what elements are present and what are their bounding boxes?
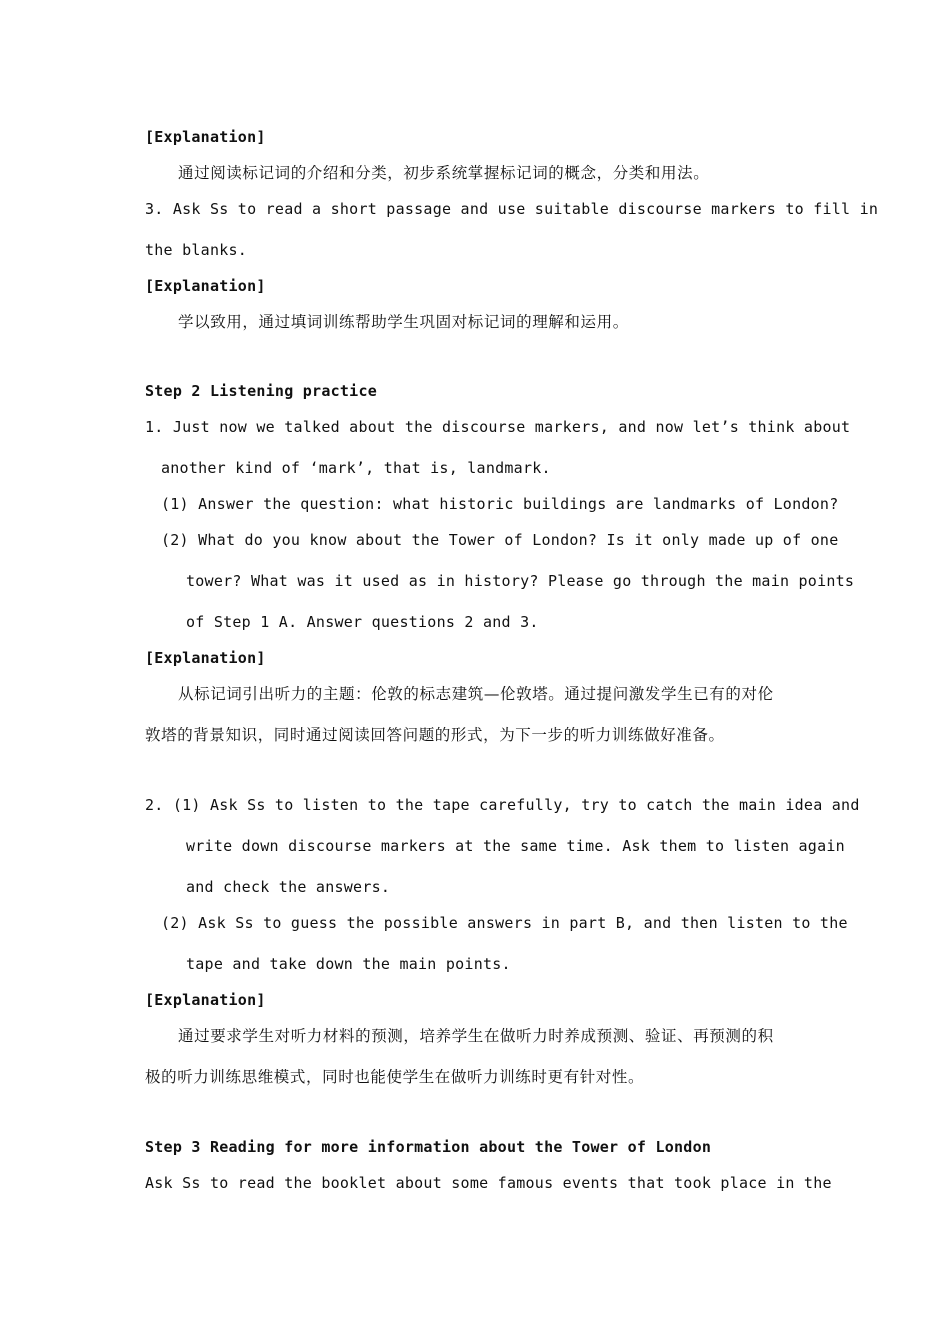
step-3-line-1: Ask Ss to read the booklet about some famous events that took place in the [145, 1174, 832, 1192]
step-2-sub-2-line-1: (2) What do you know about the Tower of London? Is it only made up of one [161, 531, 839, 549]
explanation-text-line-1: 通过要求学生对听力材料的预测，培养学生在做听力时养成预测、验证、再预测的积 [178, 1027, 774, 1045]
step-3-heading: Step 3 Reading for more information about the Tower of London [145, 1138, 712, 1156]
step-2-item-2-line-2: write down discourse markers at the same time. Ask them to listen again [186, 837, 845, 855]
explanation-label: [Explanation] [145, 277, 266, 295]
step-2-sub-1: (1) Answer the question: what historic buildings are landmarks of London? [161, 495, 839, 513]
step-2-item-1-line-2: another kind of ‘mark’, that is, landmark. [161, 459, 551, 477]
item-3-line-1: 3. Ask Ss to read a short passage and use suitable discourse markers to fill in [145, 200, 879, 218]
explanation-label: [Explanation] [145, 128, 266, 146]
step-2-item-1-line-1: 1. Just now we talked about the discourse markers, and now let’s think about [145, 418, 851, 436]
explanation-label: [Explanation] [145, 991, 266, 1009]
explanation-text-line-2: 极的听力训练思维模式，同时也能使学生在做听力训练时更有针对性。 [145, 1068, 645, 1086]
explanation-text-line-2: 敦塔的背景知识，同时通过阅读回答问题的形式，为下一步的听力训练做好准备。 [145, 726, 725, 744]
step-2-item-2-line-3: and check the answers. [186, 878, 391, 896]
explanation-label: [Explanation] [145, 649, 266, 667]
step-2-item-2-sub-2-line-2: tape and take down the main points. [186, 955, 511, 973]
step-2-item-2-line-1: 2. (1) Ask Ss to listen to the tape carefully, try to catch the main idea and [145, 796, 860, 814]
step-2-sub-2-line-2: tower? What was it used as in history? Please go through the main points [186, 572, 855, 590]
explanation-text: 学以致用，通过填词训练帮助学生巩固对标记词的理解和运用。 [178, 313, 629, 331]
step-2-item-2-sub-2-line-1: (2) Ask Ss to guess the possible answers in part B, and then listen to the [161, 914, 848, 932]
step-2-heading: Step 2 Listening practice [145, 382, 378, 400]
step-2-sub-2-line-3: of Step 1 A. Answer questions 2 and 3. [186, 613, 539, 631]
explanation-text: 通过阅读标记词的介绍和分类，初步系统掌握标记词的概念，分类和用法。 [178, 164, 710, 182]
item-3-line-2: the blanks. [145, 241, 248, 259]
explanation-text-line-1: 从标记词引出听力的主题：伦敦的标志建筑—伦敦塔。通过提问激发学生已有的对伦 [178, 685, 774, 703]
